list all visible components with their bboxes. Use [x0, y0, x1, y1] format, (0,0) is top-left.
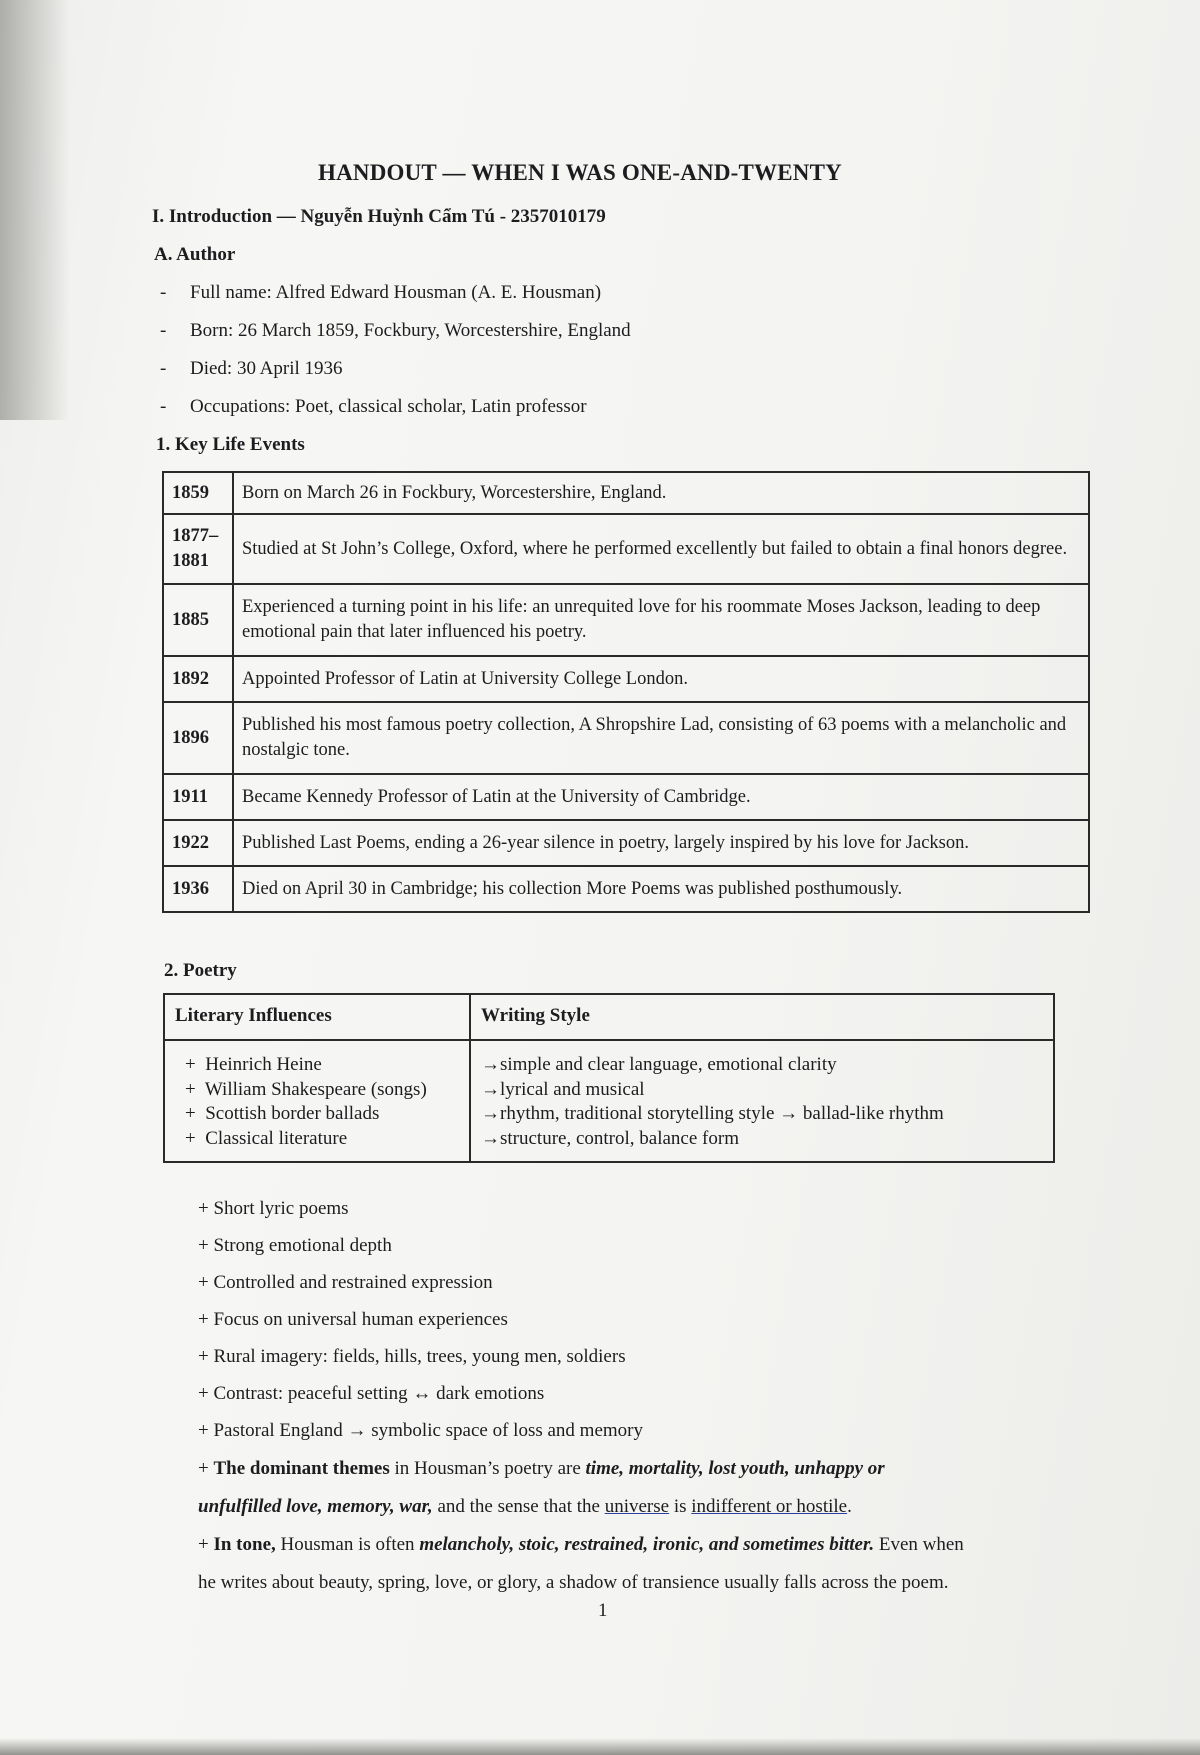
key-life-events-table — [162, 471, 1090, 913]
event-year: 1877– 1881 — [163, 514, 233, 584]
page-title: HANDOUT — WHEN I WAS ONE-AND-TWENTY — [318, 160, 842, 185]
themes-line-1 — [198, 1458, 885, 1480]
event-description: Appointed Professor of Latin at University College London. — [233, 656, 1089, 702]
influences-cell — [164, 1040, 470, 1162]
list-item: + William Shakespeare (songs) — [185, 1078, 459, 1103]
event-year: 1911 — [163, 774, 233, 820]
list-item: + Scottish border ballads — [185, 1102, 459, 1127]
tone-bold: In tone, — [213, 1534, 276, 1555]
feature-item: + Controlled and restrained expression — [198, 1272, 493, 1293]
themes-line-2 — [198, 1496, 852, 1518]
key-events-heading: 1. Key Life Events — [156, 434, 305, 455]
table-row — [163, 774, 1089, 820]
table-row — [163, 866, 1089, 912]
event-year: 1936 — [163, 866, 233, 912]
underlined-indifferent: indifferent or hostile — [691, 1496, 848, 1517]
table-row — [163, 656, 1089, 702]
tone-prefix: + — [198, 1534, 214, 1555]
feature-item: + Rural imagery: fields, hills, trees, young men, soldiers — [198, 1346, 626, 1367]
event-year: 1892 — [163, 656, 233, 702]
themes-emphasis-1: time, mortality, lost youth, unhappy or — [585, 1458, 885, 1479]
page-shadow-left — [0, 0, 70, 420]
tone-line-1 — [198, 1534, 964, 1556]
event-year: 1885 — [163, 584, 233, 656]
author-heading: A. Author — [154, 244, 236, 265]
feature-item: + Short lyric poems — [198, 1198, 349, 1219]
themes-prefix: + — [198, 1458, 214, 1479]
table-row — [163, 820, 1089, 866]
style-header: Writing Style — [470, 994, 1054, 1040]
event-description: Published Last Poems, ending a 26-year silence in poetry, largely inspired by his love for Jackson. — [233, 820, 1089, 866]
feature-item: + Pastoral England → symbolic space of loss and memory — [198, 1420, 643, 1441]
page-shadow-bottom — [0, 1738, 1200, 1755]
author-bullet: - — [160, 358, 167, 379]
author-died: Died: 30 April 1936 — [190, 358, 343, 379]
table-header-row — [164, 994, 1054, 1040]
list-item: + Heinrich Heine — [185, 1053, 459, 1078]
style-cell — [470, 1040, 1054, 1162]
list-item: + Classical literature — [185, 1127, 459, 1152]
table-row — [163, 514, 1089, 584]
list-item: → lyrical and musical — [481, 1078, 1043, 1103]
themes-tail-2: is — [669, 1496, 692, 1517]
list-item: → structure, control, balance form — [481, 1127, 1043, 1152]
tone-mid: Housman is often — [275, 1534, 420, 1555]
event-year: 1896 — [163, 702, 233, 774]
event-description: Died on April 30 in Cambridge; his collection More Poems was published posthumously. — [233, 866, 1089, 912]
list-item: → simple and clear language, emotional clarity — [481, 1053, 1043, 1078]
themes-mid: in Housman’s poetry are — [389, 1458, 586, 1479]
event-description: Studied at St John’s College, Oxford, where he performed excellently but failed to obtain a final honors degree. — [233, 514, 1089, 584]
author-bullet: - — [160, 396, 167, 417]
poetry-heading: 2. Poetry — [164, 960, 237, 981]
event-description: Experienced a turning point in his life: an unrequited love for his roommate Moses Jackson, leading to deep emotional pain that later influenced his poetry. — [233, 584, 1089, 656]
poetry-table — [163, 993, 1055, 1163]
event-description: Born on March 26 in Fockbury, Worcestershire, England. — [233, 472, 1089, 514]
author-occupations: Occupations: Poet, classical scholar, Latin professor — [190, 396, 587, 417]
event-description: Published his most famous poetry collection, A Shropshire Lad, consisting of 63 poems with a melancholic and nostalgic tone. — [233, 702, 1089, 774]
feature-item: + Strong emotional depth — [198, 1235, 392, 1256]
author-bullet: - — [160, 282, 167, 303]
tone-line-2: he writes about beauty, spring, love, or glory, a shadow of transience usually falls across the poem. — [198, 1572, 949, 1593]
table-row — [163, 702, 1089, 774]
tone-tail: Even when — [874, 1534, 964, 1555]
tone-emphasis: melancholy, stoic, restrained, ironic, and sometimes bitter. — [419, 1534, 875, 1555]
author-bullet: - — [160, 320, 167, 341]
themes-emphasis-2: unfulfilled love, memory, war, — [198, 1496, 433, 1517]
table-row — [164, 1040, 1054, 1162]
influences-header: Literary Influences — [164, 994, 470, 1040]
themes-bold: The dominant themes — [213, 1458, 390, 1479]
event-description: Became Kennedy Professor of Latin at the University of Cambridge. — [233, 774, 1089, 820]
table-row — [163, 584, 1089, 656]
author-full-name: Full name: Alfred Edward Housman (A. E. Housman) — [190, 282, 602, 303]
table-row — [163, 472, 1089, 514]
event-year: 1859 — [163, 472, 233, 514]
underlined-universe: universe — [604, 1496, 670, 1517]
influences-list — [175, 1053, 459, 1151]
themes-tail-3: . — [847, 1496, 852, 1517]
themes-tail-1: and the sense that the — [432, 1496, 605, 1517]
page-number: 1 — [598, 1600, 608, 1621]
author-born: Born: 26 March 1859, Fockbury, Worcestershire, England — [190, 320, 631, 341]
event-year: 1922 — [163, 820, 233, 866]
list-item: → rhythm, traditional storytelling style → ballad-like rhythm — [481, 1102, 1043, 1127]
feature-item: + Focus on universal human experiences — [198, 1309, 508, 1330]
feature-item: + Contrast: peaceful setting ↔ dark emotions — [198, 1383, 545, 1404]
intro-heading: I. Introduction — Nguyễn Huỳnh Cẩm Tú - 2357010179 — [152, 206, 606, 227]
